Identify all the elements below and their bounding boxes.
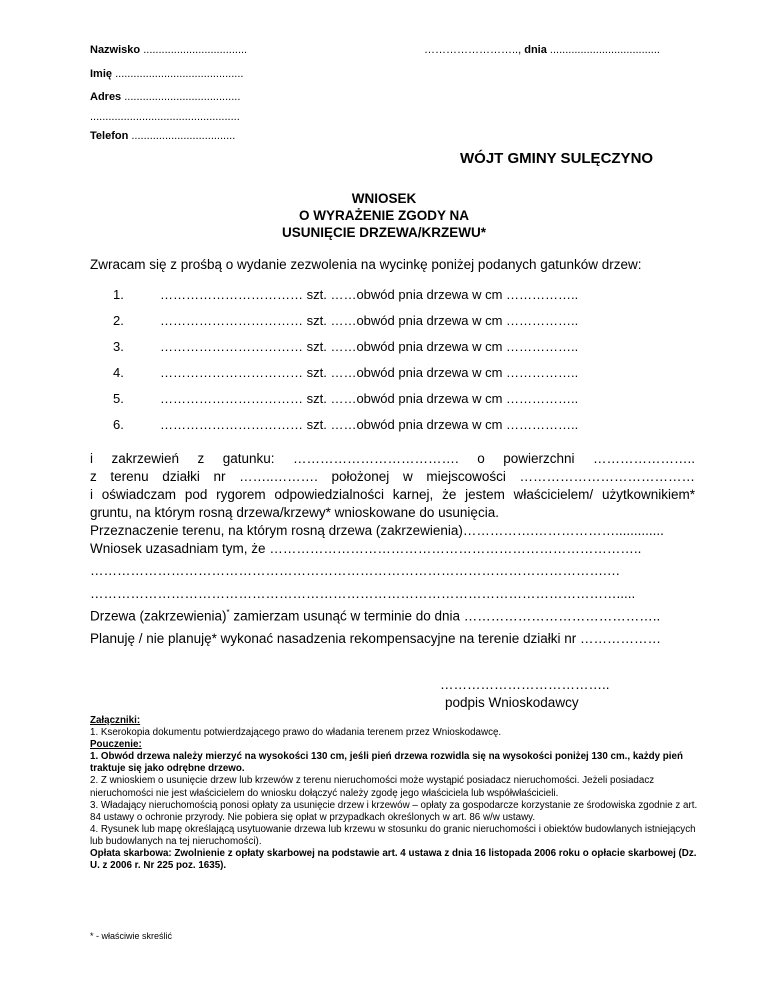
body-line9 xyxy=(90,608,660,624)
instruction-2: 2. Z wnioskiem o usunięcie drzew lub krzewów z terenu nieruchomości może wystąpić posiadacz nieruchomości. Jeżeli posiadacz nieruchomości nie jest właścicielem do wniosku dołączyć należy zgodę jego właściciela lub współwłaścicieli. xyxy=(90,775,655,799)
body-line5: Przeznaczenie terenu, na którym rosną drzewa (zakrzewienia)…………….………………............. xyxy=(90,523,664,538)
request-title-line3: USUNIĘCIE DRZEWA/KRZEWU* xyxy=(281,225,486,240)
tree-row-text: …………………………… szt. ……obwód pnia drzewa w cm …………….. xyxy=(160,287,579,302)
first-name-label: Imię xyxy=(90,68,113,80)
body-line3: i oświadczam pod rygorem odpowiedzialności karnej, że jestem właścicielem/ użytkownikiem* xyxy=(90,487,695,502)
tree-row-text: …………………………… szt. ……obwód pnia drzewa w cm …………….. xyxy=(160,313,579,328)
address-label: Adres xyxy=(90,91,122,103)
body-line2: z terenu działki nr ……..………. położonej w miejscowości ………………………………… xyxy=(90,469,695,484)
stamp-duty-note: Opłata skarbowa: Zwolnienie z opłaty skarbowej na podstawie art. 4 ustawa z dnia 16 listopada 2006 roku o opłacie skarbowej (Dz. U. z 2006 r. Nr 225 poz. 1635). xyxy=(90,848,697,872)
place-dots: …………………….., xyxy=(424,44,522,56)
body-line8: ………………………………………………………………………………………………………..... xyxy=(90,586,636,601)
body-line1: i zakrzewień z gatunku: ………………………………. o powierzchni ………………….. xyxy=(90,451,695,466)
request-title-line2: O WYRAŻENIE ZGODY NA xyxy=(298,208,469,223)
tree-row-num: 2. xyxy=(113,313,124,328)
request-title-line1: WNIOSEK xyxy=(351,191,417,206)
body-line10: Planuję / nie planuję* wykonać nasadzenia rekompensacyjne na terenie działki nr ……………… xyxy=(90,631,662,646)
first-name-dots: .......................................... xyxy=(115,68,244,80)
date-dots: .................................... xyxy=(549,44,660,56)
first-name-field xyxy=(90,68,243,80)
tree-row-text: …………………………… szt. ……obwód pnia drzewa w cm …………….. xyxy=(160,417,579,432)
surname-label: Nazwisko xyxy=(90,44,141,56)
tree-row-num: 3. xyxy=(113,339,124,354)
tree-row-num: 5. xyxy=(113,391,124,406)
tree-row-text: …………………………… szt. ……obwód pnia drzewa w cm …………….. xyxy=(160,391,579,406)
instructions-title: Pouczenie: xyxy=(90,739,142,751)
tree-row-num: 1. xyxy=(113,287,124,302)
attachments-title: Załączniki: xyxy=(90,715,141,726)
tree-row-text: …………………………… szt. ……obwód pnia drzewa w cm …………….. xyxy=(160,339,579,354)
tree-row-text: …………………………… szt. ……obwód pnia drzewa w cm …………….. xyxy=(160,365,579,380)
body-line9-part1: Drzewa (zakrzewienia) xyxy=(90,608,227,624)
tree-row-num: 4. xyxy=(113,365,124,380)
address-field xyxy=(90,91,240,103)
intro-text: Zwracam się z prośbą o wydanie zezwolenia na wycinkę poniżej podanych gatunków drzew: xyxy=(90,257,642,272)
surname-dots: .................................. xyxy=(143,44,248,56)
attachment-1: 1. Kserokopia dokumentu potwierdzającego prawo do władania terenem przez Wnioskodawcę. xyxy=(90,727,502,739)
signature-label: podpis Wnioskodawcy xyxy=(445,695,579,710)
surname-field xyxy=(90,44,247,56)
place-date-field xyxy=(424,44,660,56)
address-line2: ................................................. xyxy=(90,111,240,123)
instruction-3: 3. Władający nieruchomością ponosi opłaty za usunięcie drzew i krzewów – opłaty za gospodarcze korzystanie ze środowiska zgodnie z art. 84 ustawy o ochronie przyrody. Nie pobiera się opłat w przypadkach określonych w art. 86 w/w ustawy. xyxy=(90,799,698,823)
date-label: dnia xyxy=(524,44,547,56)
phone-label: Telefon xyxy=(90,130,129,142)
body-line9-part2: zamierzam usunąć w terminie do dnia …………………………………….. xyxy=(229,608,661,624)
signature-dots: ……………………………….. xyxy=(440,677,610,692)
tree-row-num: 6. xyxy=(113,417,124,432)
body-line6: Wniosek uzasadniam tym, że ……………………………………………………………………….. xyxy=(90,541,642,556)
address-dots: ...................................... xyxy=(124,91,241,103)
phone-field xyxy=(90,130,235,142)
phone-dots: .................................. xyxy=(131,130,236,142)
footnote-mark: * xyxy=(226,608,230,617)
body-line7: …………………………………………………………………………………………………….… xyxy=(90,563,621,578)
instruction-4: 4. Rysunek lub mapę określającą usytuowanie drzewa lub krzewu w stosunku do granic nieruchomości i obiektów budowlanych istniejących lub budowlanych na tej nieruchomości). xyxy=(90,823,696,847)
instruction-1: 1. Obwód drzewa należy mierzyć na wysokości 130 cm, jeśli pień drzewa rozwidla się na wysokości poniżej 130 cm., każdy pień traktuje się jako odrębne drzewo. xyxy=(90,751,683,775)
body-line4: gruntu, na którym rosną drzewa/krzewy* wnioskowane do usunięcia. xyxy=(90,505,499,520)
addressee: WÓJT GMINY SULĘCZYNO xyxy=(460,150,654,167)
notes-section xyxy=(90,715,700,872)
footnote: * - właściwie skreślić xyxy=(90,931,173,941)
